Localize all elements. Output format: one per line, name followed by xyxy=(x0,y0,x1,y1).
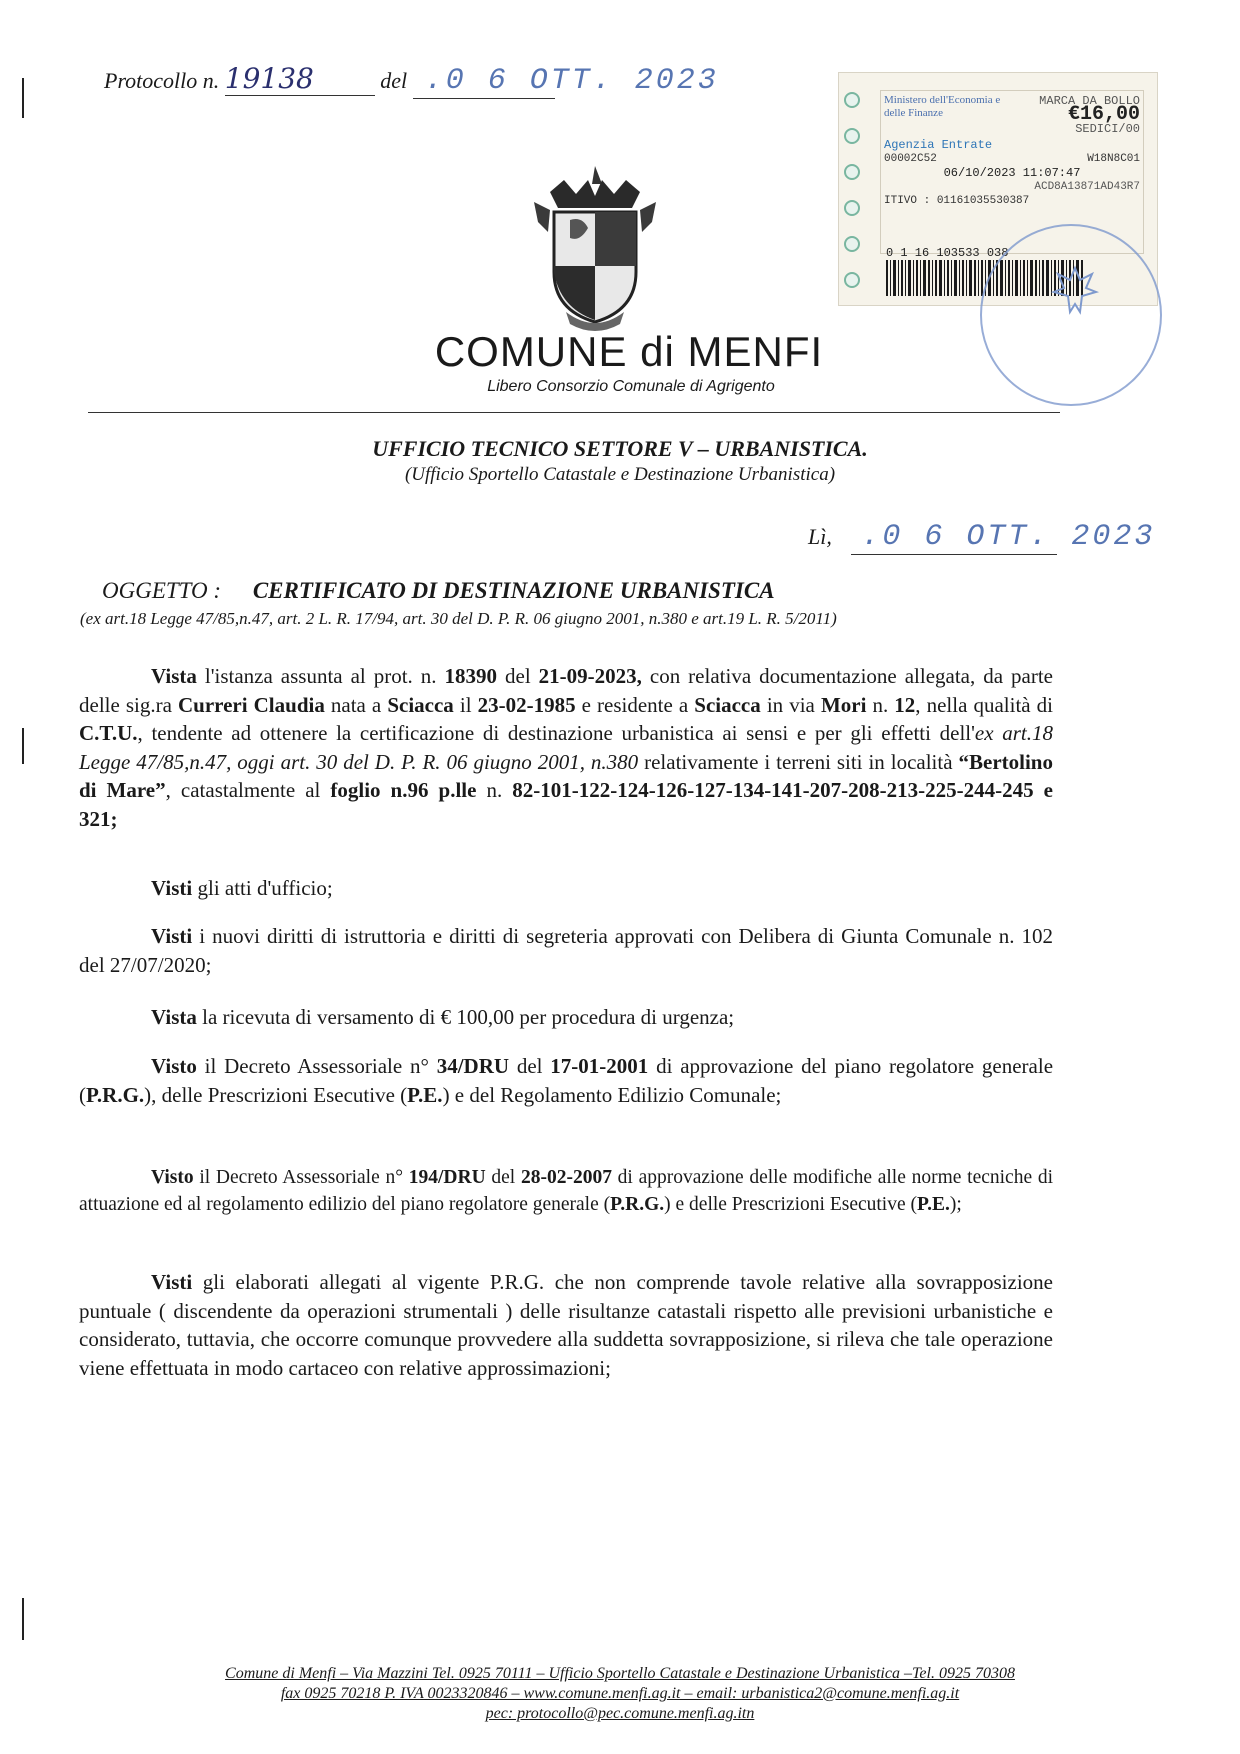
comune-subtitle: Libero Consorzio Comunale di Agrigento xyxy=(487,378,775,395)
stamp-perforation-dot xyxy=(844,164,860,180)
margin-mark-middle xyxy=(22,728,24,764)
stamp-eagle-icon xyxy=(1050,260,1100,320)
stamp-barcode-number: 0 1 16 103533 038 xyxy=(886,246,1009,260)
stamp-code2: W18N8C01 xyxy=(1087,153,1140,165)
paragraph-elaborati: Visti gli elaborati allegati al vigente P.R.G. che non comprende tavole relative alla sovrapposizione puntuale ( discendente da operazioni strumentali ) delle risultanze catastali rispetto alle previsioni urbanistiche e considerato, tuttavia, che occorre comunque provvedere alla suddetta sovrapposizione, si rileva che tale operazione viene effettuata in modo cartaceo con relative approssimazioni; xyxy=(79,1270,1053,1380)
stamp-id-label: ITIVO : xyxy=(884,195,931,207)
subject-label: OGGETTO : xyxy=(102,578,222,603)
paragraph-istanza: Vista l'istanza assunta al prot. n. 18390 del 21-09-2023, con relativa documentazione allegata, da parte delle sig.ra Curreri Claudia nata a Sciacca il 23-02-1985 e residente a Sciacca in via Mori n. 12, nella qualità di C.T.U., tendente ad ottenere la certificazione di destinazione urbanistica ai sensi e per gli effetti dell'ex art.18 Legge 47/85,n.47, oggi art. 30 del D. P. R. 06 giugno 2001, n.380 relativamente i terreni siti in località “Bertolino di Mare”, catastalmente al foglio n.96 p.lle n. 82-101-122-124-126-127-134-141-207-208-213-225-244-245 e 321; xyxy=(79,664,1054,831)
protocol-number: 19138 xyxy=(225,62,375,96)
stamp-perforation-dot xyxy=(844,128,860,144)
protocol-line xyxy=(104,62,719,99)
stamp-perforation-dot xyxy=(844,200,860,216)
stamp-perforation-dot xyxy=(844,272,860,288)
footer-line-3: pec: protocollo@pec.comune.menfi.ag.itn xyxy=(485,1705,755,1722)
subject-legal-refs: (ex art.18 Legge 47/85,n.47, art. 2 L. R. 17/94, art. 30 del D. P. R. 06 giugno 2001, n.380 e art.19 L. R. 5/2011) xyxy=(80,609,837,628)
paragraph-decreto-194: Visto il Decreto Assessoriale n° 194/DRU del 28-02-2007 di approvazione delle modifiche alle norme tecniche di attuazione ed al regolamento edilizio del piano regolatore generale (P.R.G.) e delle Prescrizioni Esecutive (P.E.); xyxy=(79,1167,1053,1215)
margin-mark-bottom xyxy=(22,1598,24,1640)
footer-line-2: fax 0925 70218 P. IVA 0023320846 – www.comune.menfi.ag.it – email: urbanistica2@comune.menfi.ag.it xyxy=(280,1685,960,1702)
subject-title: CERTIFICATO DI DESTINAZIONE URBANISTICA xyxy=(252,578,775,603)
revenue-stamp-text xyxy=(884,94,1140,208)
stamp-code3: ACD8A13871AD43R7 xyxy=(1034,181,1140,193)
protocol-label: Protocollo n. xyxy=(104,68,220,93)
paragraph-ricevuta: Vista la ricevuta di versamento di € 100,00 per procedura di urgenza; xyxy=(151,1005,735,1029)
office-subtitle: (Ufficio Sportello Catastale e Destinazione Urbanistica) xyxy=(404,464,836,485)
stamp-perforation-dot xyxy=(844,236,860,252)
header-divider xyxy=(88,412,1060,413)
stamp-perforation-dot xyxy=(844,92,860,108)
paragraph-diritti: Visti i nuovi diritti di istruttoria e diritti di segreteria approvati con Delibera di Giunta Comunale n. 102 del 27/07/2020; xyxy=(79,924,1053,977)
margin-mark-top xyxy=(22,78,24,118)
protocol-date-stamp: .0 6 OTT. 2023 xyxy=(413,64,555,99)
stamp-ministry: Ministero dell'Economia e delle Finanze xyxy=(884,94,1001,119)
stamp-code1: 00002C52 xyxy=(884,153,937,165)
place-date-stamp: .0 6 OTT. 2023 xyxy=(851,520,1057,555)
page-footer xyxy=(0,1664,1240,1724)
stamp-value-words: SEDICI/00 xyxy=(1075,122,1140,136)
subject-line xyxy=(102,578,775,604)
stamp-value: €16,00 xyxy=(1067,103,1140,126)
footer-line-1: Comune di Menfi – Via Mazzini Tel. 0925 70111 – Ufficio Sportello Catastale e Destinazione Urbanistica –Tel. 0925 70308 xyxy=(225,1665,1015,1682)
office-title: UFFICIO TECNICO SETTORE V – URBANISTICA. xyxy=(372,436,868,461)
comune-title: COMUNE di MENFI xyxy=(434,328,824,375)
stamp-id: 01161035530387 xyxy=(936,195,1030,207)
stamp-datetime: 06/10/2023 11:07:47 xyxy=(943,166,1081,180)
paragraph-atti: Visti gli atti d'ufficio; xyxy=(151,876,333,900)
protocol-del-label: del xyxy=(380,68,408,93)
stamp-marca: MARCA DA BOLLO xyxy=(1039,94,1140,108)
stamp-agency: Agenzia Entrate xyxy=(884,138,993,152)
municipal-crest-icon xyxy=(530,162,660,332)
place-date-line xyxy=(808,520,1156,555)
place-date-label: Lì, xyxy=(808,524,832,549)
paragraph-decreto-34: Visto il Decreto Assessoriale n° 34/DRU del 17-01-2001 di approvazione del piano regolatore generale (P.R.G.), delle Prescrizioni Esecutive (P.E.) e del Regolamento Edilizio Comunale; xyxy=(79,1054,1054,1107)
